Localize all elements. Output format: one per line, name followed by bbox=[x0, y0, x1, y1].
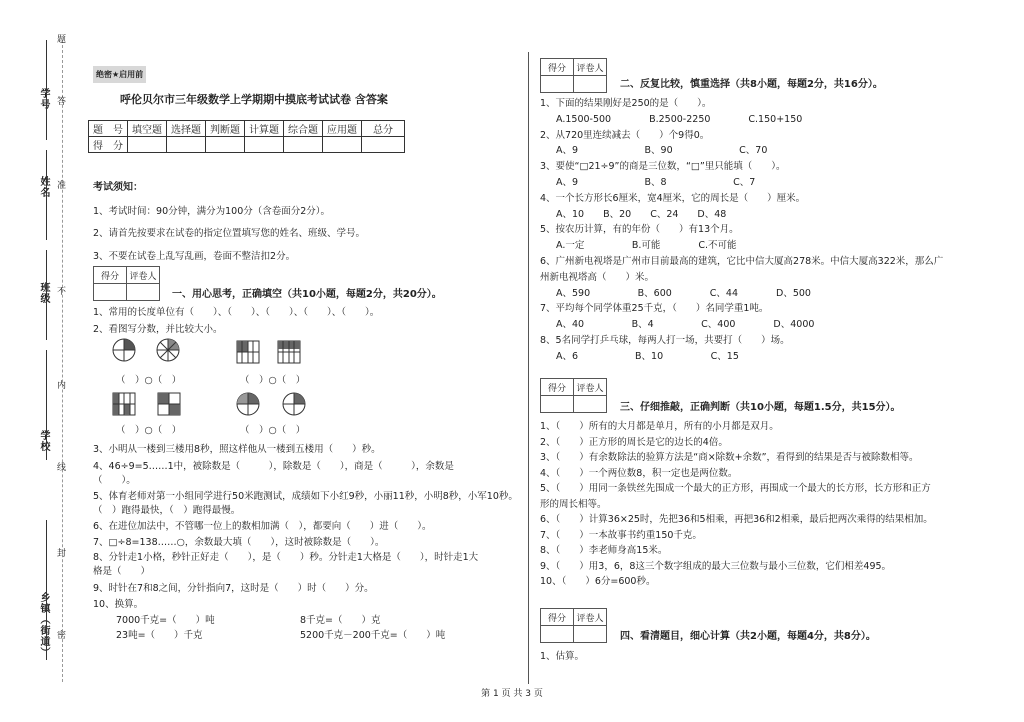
question-line: 7、（ ）一本故事书约重150千克。 bbox=[540, 529, 702, 541]
score-table bbox=[88, 120, 405, 153]
score-table-cell bbox=[362, 137, 405, 153]
question-line: 州新电视塔高（ ）米。 bbox=[540, 271, 655, 283]
gutter-label-feng: 封 bbox=[55, 548, 65, 557]
question-line: 5、（ ）用同一条铁丝先围成一个最大的正方形，再围成一个最大的长方形，长方形和正方 bbox=[540, 483, 931, 494]
score-table-cell bbox=[167, 137, 206, 153]
confidential-badge: 绝密★启用前 bbox=[93, 66, 146, 83]
score-table-cell bbox=[206, 137, 245, 153]
question-line: A、9 B、90 C、70 bbox=[556, 145, 768, 157]
question-line: A.1500-500 B.2500-2250 C.150+150 bbox=[556, 113, 803, 125]
question-line: 3、要使“□21÷9”的商是三位数，“□”里只能填（ ）。 bbox=[540, 161, 786, 173]
fraction-figure-circles-2 bbox=[236, 392, 308, 418]
question-line: 2、看图写分数，并比较大小。 bbox=[93, 324, 223, 335]
grader-box bbox=[540, 608, 607, 643]
grader-person-cell bbox=[574, 76, 607, 93]
gutter-label-zhun: 准 bbox=[55, 180, 65, 189]
score-table-header: 应用题 bbox=[323, 121, 362, 137]
score-table-cell: 得 分 bbox=[89, 137, 128, 153]
grader-score-label: 得分 bbox=[94, 267, 127, 284]
question-line: 3、（ ）有余数除法的验算方法是“商×除数+余数”，看得到的结果是否与被除数相等。 bbox=[540, 452, 919, 463]
question-line: A、590 B、600 C、44 D、500 bbox=[556, 287, 811, 299]
score-table-header: 选择题 bbox=[167, 121, 206, 137]
compare-blank: （ ）○（ ） bbox=[116, 425, 182, 436]
gutter-label-name: 姓名 bbox=[38, 176, 49, 198]
question-line: 9、（ ）用3，6，8这三个数字组成的最大三位数与最小三位数，它们相差495。 bbox=[540, 560, 892, 572]
question-line: 6、在进位加法中，不管哪一位上的数相加满（ ），都要向（ ）进（ ）。 bbox=[93, 521, 432, 532]
score-table-cell bbox=[323, 137, 362, 153]
question-line: 7、平均每个同学体重25千克，（ ）名同学重1吨。 bbox=[540, 303, 769, 315]
question-line: A、40 B、4 C、400 D、4000 bbox=[556, 319, 815, 331]
column-divider bbox=[528, 52, 529, 684]
gutter-write-line-school bbox=[46, 350, 47, 460]
fraction-figure-grids-2 bbox=[112, 392, 184, 418]
question-line: 1、估算。 bbox=[540, 651, 585, 662]
conversion-item: 7000千克=（ ）吨 bbox=[116, 615, 215, 626]
grader-score-label: 得分 bbox=[541, 379, 574, 396]
question-line: 形的周长相等。 bbox=[540, 498, 607, 510]
gutter-label-student-id: 学号 bbox=[38, 88, 49, 110]
section-heading: 三、仔细推敲，正确判断（共10小题，每题1.5分，共15分）。 bbox=[620, 402, 901, 413]
conversion-item: 23吨=（ ）千克 bbox=[116, 630, 203, 641]
grader-box bbox=[540, 378, 607, 413]
question-line: 4、（ ）一个两位数8，积一定也是两位数。 bbox=[540, 467, 738, 479]
gutter-write-line-id bbox=[46, 40, 47, 140]
notice-item: 3、不要在试卷上乱写乱画，卷面不整洁扣2分。 bbox=[93, 251, 296, 262]
grader-box bbox=[540, 58, 607, 93]
conversion-item: 8千克=（ ）克 bbox=[300, 615, 381, 626]
question-line: 4、一个长方形长6厘米，宽4厘米，它的周长是（ ）厘米。 bbox=[540, 192, 806, 204]
question-line: 9、时针在7和8之间，分针指向7，这时是（ ）时（ ）分。 bbox=[93, 583, 374, 594]
question-line: 8、分针走1小格，秒针正好走（ ），是（ ）秒。分针走1大格是（ ），时针走1大 bbox=[93, 552, 479, 563]
binding-dotted-line bbox=[62, 40, 63, 682]
notice-heading: 考试须知： bbox=[93, 182, 143, 193]
question-line: 8、（ ）李老师身高15米。 bbox=[540, 545, 668, 556]
score-table-cell bbox=[245, 137, 284, 153]
gutter-label-nei: 内 bbox=[55, 380, 65, 389]
compare-blank: （ ）○（ ） bbox=[240, 425, 306, 436]
question-line: 6、广州新电视塔是广州市目前最高的建筑，它比中信大厦高278米。中信大厦高322米，那么广 bbox=[540, 256, 944, 267]
notice-item: 1、考试时间：90分钟，满分为100分（含卷面分2分）。 bbox=[93, 206, 331, 217]
gutter-label-class: 班级 bbox=[38, 282, 49, 304]
notice-item: 2、请首先按要求在试卷的指定位置填写您的姓名、班级、学号。 bbox=[93, 228, 366, 239]
score-table-header: 总分 bbox=[362, 121, 405, 137]
conversion-item: 5200千克－200千克=（ ）吨 bbox=[300, 630, 446, 641]
question-line: 2、从720里连续减去（ ）个9得0。 bbox=[540, 129, 710, 141]
score-table-cell bbox=[284, 137, 323, 153]
question-line: 5、体育老师对第一小组同学进行50米跑测试，成绩如下小红9秒，小丽11秒，小明8秒，小军10秒。 bbox=[93, 491, 518, 502]
gutter-write-line-class bbox=[46, 250, 47, 340]
gutter-label-school: 学校 bbox=[38, 430, 49, 452]
gutter-write-line-township bbox=[46, 520, 47, 660]
score-table-header: 计算题 bbox=[245, 121, 284, 137]
question-line: 格是（ ） bbox=[93, 566, 151, 577]
question-line: 5、按农历计算，有的年份（ ）有13个月。 bbox=[540, 224, 739, 236]
grader-score-cell bbox=[541, 626, 574, 643]
score-table-header: 判断题 bbox=[206, 121, 245, 137]
question-line: 8、5名同学打乒乓球，每两人打一场，共要打（ ）场。 bbox=[540, 335, 790, 346]
fraction-figure-grids-1 bbox=[236, 340, 302, 366]
grader-person-cell bbox=[574, 396, 607, 413]
gutter-label-bu: 不 bbox=[55, 286, 65, 295]
grader-person-label: 评卷人 bbox=[127, 267, 160, 284]
grader-score-label: 得分 bbox=[541, 609, 574, 626]
grader-score-cell bbox=[541, 396, 574, 413]
question-line: 10、（ ）6分=600秒。 bbox=[540, 576, 656, 587]
question-line: A、10 B、20 C、24 D、48 bbox=[556, 208, 727, 220]
grader-person-label: 评卷人 bbox=[574, 59, 607, 76]
score-table-header: 综合题 bbox=[284, 121, 323, 137]
question-line: （ ）。 bbox=[93, 475, 136, 486]
grader-person-label: 评卷人 bbox=[574, 609, 607, 626]
question-line: 1、常用的长度单位有（ ）、（ ）、（ ）、（ ）、（ ）。 bbox=[93, 307, 380, 318]
grader-score-label: 得分 bbox=[541, 59, 574, 76]
question-line: 6、（ ）计算36×25时，先把36和5相乘，再把36和2相乘，最后把两次乘得的结果相加。 bbox=[540, 514, 933, 525]
gutter-label-xian: 线 bbox=[55, 462, 65, 471]
question-line: A、6 B、10 C、15 bbox=[556, 350, 739, 362]
question-line: （ ）跑得最快，（ ）跑得最慢。 bbox=[93, 505, 241, 516]
question-line: 1、下面的结果刚好是250的是（ ）。 bbox=[540, 98, 712, 109]
page-footer: 第 1 页 共 3 页 bbox=[481, 689, 543, 699]
question-line: A.一定 B.可能 C.不可能 bbox=[556, 240, 737, 252]
section-heading: 二、反复比较，慎重选择（共8小题，每题2分，共16分）。 bbox=[620, 79, 883, 90]
question-line: A、9 B、8 C、7 bbox=[556, 177, 756, 188]
question-line: 7、□÷8=138……○，余数最大填（ ），这时被除数是（ ）。 bbox=[93, 537, 385, 548]
question-line: 1、（ ）所有的大月都是单月，所有的小月都是双月。 bbox=[540, 421, 779, 432]
compare-blank: （ ）○（ ） bbox=[116, 375, 182, 386]
gutter-label-da: 答 bbox=[55, 96, 65, 105]
score-table-header: 题 号 bbox=[89, 121, 128, 137]
section-heading: 四、看清题目，细心计算（共2小题，每题4分，共8分）。 bbox=[620, 631, 876, 642]
gutter-label-mi: 密 bbox=[55, 630, 65, 639]
grader-score-cell bbox=[94, 284, 127, 301]
grader-person-label: 评卷人 bbox=[574, 379, 607, 396]
score-table-header: 填空题 bbox=[128, 121, 167, 137]
grader-box bbox=[93, 266, 160, 301]
grader-person-cell bbox=[127, 284, 160, 301]
question-line: 2、（ ）正方形的周长是它的边长的4倍。 bbox=[540, 436, 728, 448]
question-line: 4、46÷9=5……1中，被除数是（ ），除数是（ ），商是（ ），余数是 bbox=[93, 461, 454, 472]
grader-score-cell bbox=[541, 76, 574, 93]
grader-person-cell bbox=[574, 626, 607, 643]
page-title: 呼伦贝尔市三年级数学上学期期中摸底考试试卷 含答案 bbox=[120, 93, 388, 106]
fraction-figure-circles-1 bbox=[112, 338, 184, 366]
question-line: 3、小明从一楼到三楼用8秒，照这样他从一楼到五楼用（ ）秒。 bbox=[93, 444, 381, 455]
score-table-cell bbox=[128, 137, 167, 153]
gutter-label-ti: 题 bbox=[55, 34, 65, 43]
gutter-label-township: 乡镇（街道） bbox=[38, 592, 49, 658]
section-heading: 一、用心思考，正确填空（共10小题，每题2分，共20分）。 bbox=[172, 289, 442, 300]
gutter-write-line-name bbox=[46, 150, 47, 240]
question-line: 10、换算。 bbox=[93, 599, 144, 610]
compare-blank: （ ）○（ ） bbox=[240, 375, 306, 386]
